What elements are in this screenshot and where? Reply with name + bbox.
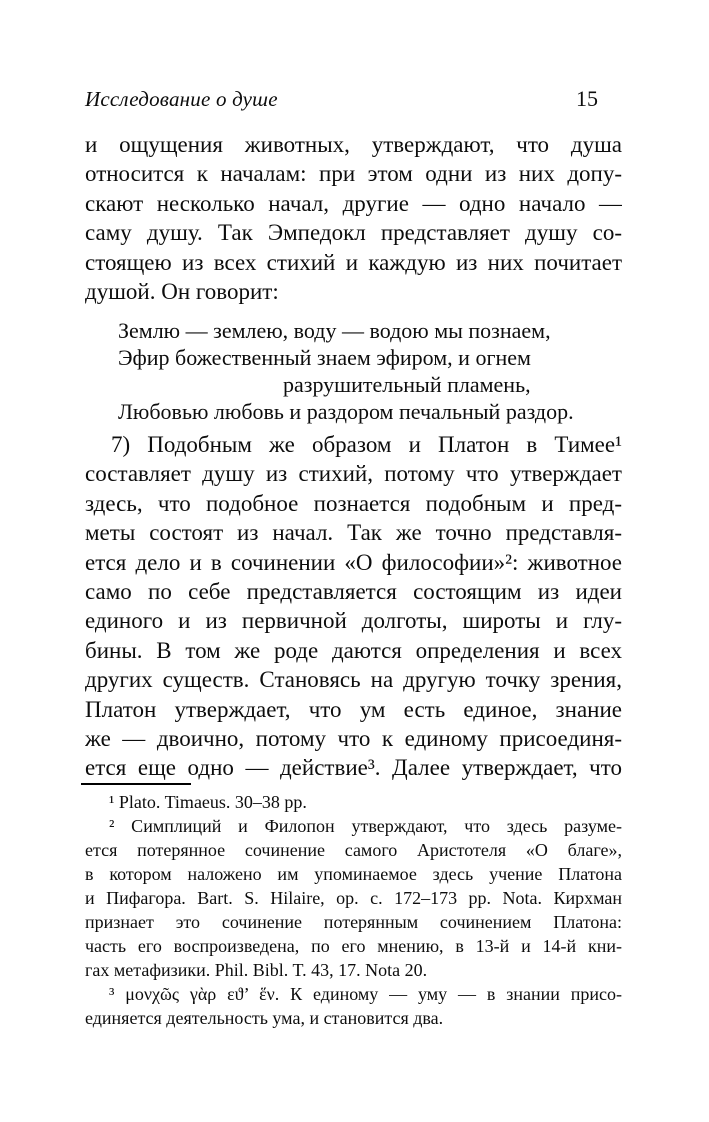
text-line: Любовью любовь и раздором печальный раздор. [118,399,574,424]
text-line: признает это сочинение потерянным сочинением Платона: [85,912,622,932]
text-line: стоящею из всех стихий и каждую из них почитает [85,249,622,275]
text-line: составляет душу из стихий, потому что утверждает [85,461,622,487]
text-line: ² Симплиций и Филопон утверждают, что здесь разуме- [109,816,622,836]
text-line: бины. В том же роде даются определения и всех [85,637,622,663]
text-line: и Пифагора. Bart. S. Hilaire, op. c. 172–173 pp. Nota. Кирхман [85,888,622,908]
footnote-2 [85,814,622,982]
text-line: Платон утверждает, что ум есть единое, знание [85,696,622,722]
footnote-3 [85,982,622,1030]
footnote-separator [81,783,191,785]
text-line: меты состоят из начал. Так же точно представля- [85,520,622,546]
text-line: других существ. Становясь на другую точку зрения, [85,667,622,693]
text-line: часть его воспроизведена, по его мнению, в 13-й и 14-й кни- [85,936,622,956]
paragraph-1 [85,130,622,306]
text-line: разрушительный пламень, [283,372,531,397]
text-line: Эфир божественный знаем эфиром, и огнем [118,345,531,370]
text-line: ется потерянное сочинение самого Аристотеля «О благе», [85,840,622,860]
text-line: относится к началам: при этом одни из них допу- [85,161,622,187]
text-line: саму душу. Так Эмпедокл представляет душу со- [85,220,622,246]
text-line: в котором наложено им упоминаемое здесь учение Платона [85,864,622,884]
text-line: скают несколько начал, другие — одно начало — [85,190,622,216]
text-line: ³ μονχῶς γὰρ εϑ’ ἕν. К единому — уму — в знании присо- [109,984,622,1004]
running-title: Исследование о душе [85,87,278,111]
paragraph-2 [85,430,622,783]
text-line: само по себе представляется состоящим из идеи [85,579,622,605]
footnotes-section [85,790,622,1030]
text-line: единяется деятельность ума, и становится два. [85,1008,444,1028]
text-line: ется еще одно — действие³. Далее утверждает, что [85,755,622,781]
page-number: 15 [576,86,598,111]
text-line: ¹ Plato. Timaeus. 30–38 pp. [109,792,307,812]
footnote-1 [85,790,622,814]
text-line: душой. Он говорит: [85,279,279,305]
text-line: ется дело и в сочинении «О философии»²: животное [85,549,622,575]
text-line: Землю — землею, воду — водою мы познаем, [118,318,551,343]
text-line: единого и из первичной долготы, широты и глу- [85,608,622,634]
text-line: гах метафизики. Phil. Bibl. T. 43, 17. Nota 20. [85,960,428,980]
text-line: здесь, что подобное познается подобным и пред- [85,490,622,516]
text-line: и ощущения животных, утверждают, что душа [85,132,622,157]
text-line: же — двоично, потому что к единому присоединя- [85,726,622,752]
page-header [85,86,622,112]
text-line: 7) Подобным же образом и Платон в Тимее¹ [111,432,622,457]
verse-quotation [85,317,622,425]
